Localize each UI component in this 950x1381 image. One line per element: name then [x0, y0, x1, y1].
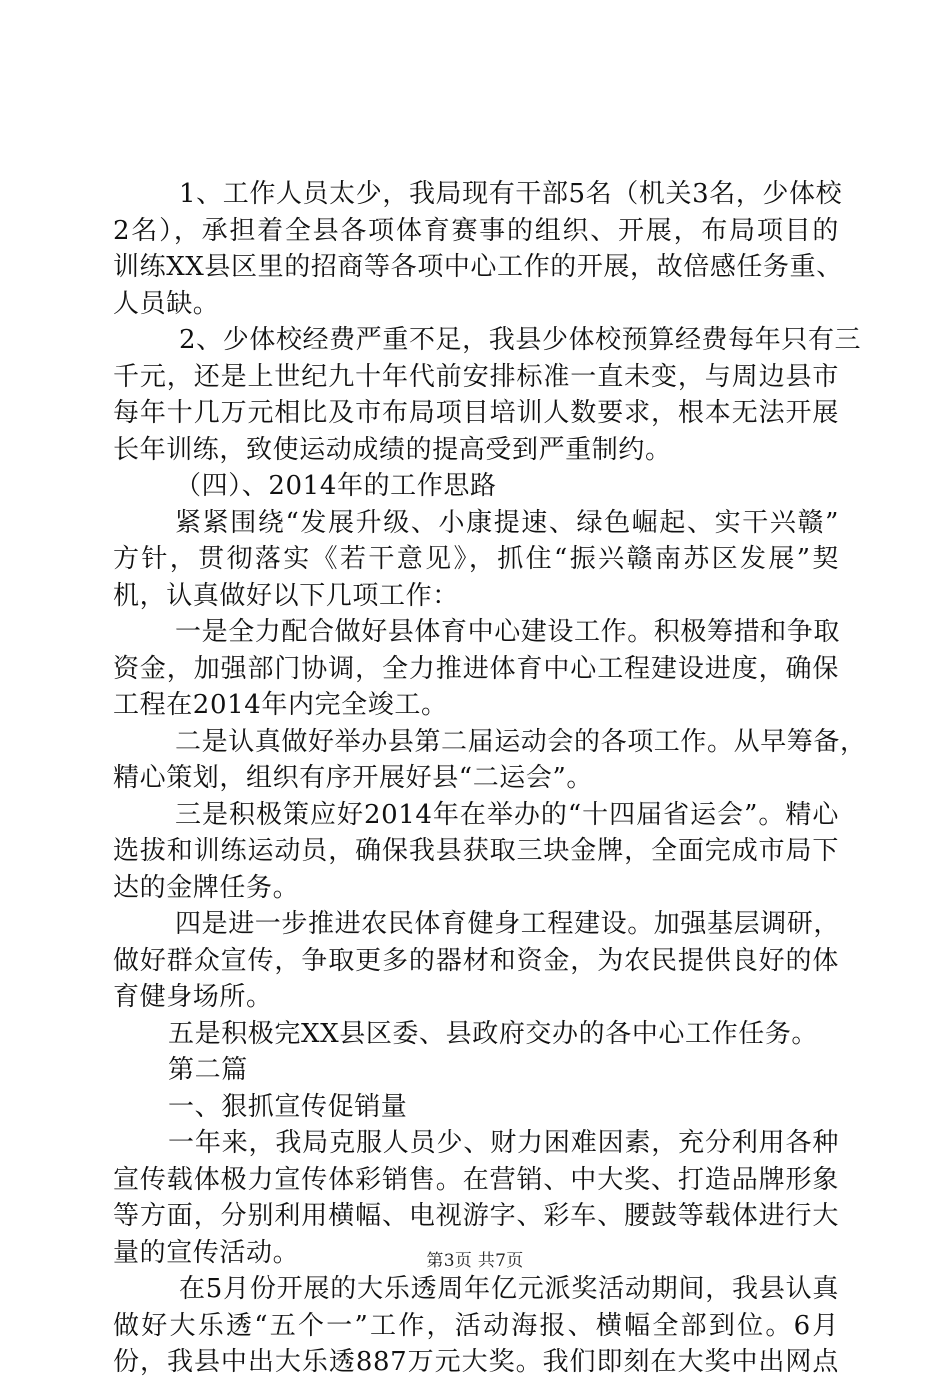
paragraph-line: 机，认真做好以下几项工作：	[113, 580, 459, 611]
page-number-footer: 第3页 共7页	[426, 1251, 524, 1271]
paragraph-line: 量的宣传活动。	[113, 1237, 300, 1268]
paragraph-line: 资金，加强部门协调，全力推进体育中心工程建设进度，确保	[113, 653, 839, 684]
paragraph-line: 千元，还是上世纪九十年代前安排标准一直未变，与周边县市	[113, 361, 839, 392]
paragraph-line: 宣传载体极力宣传体彩销售。在营销、中大奖、打造品牌形象	[113, 1164, 839, 1195]
paragraph-line: 份，我县中出大乐透887万元大奖。我们即刻在大奖中出网点	[113, 1347, 839, 1377]
paragraph-line: 等方面，分别利用横幅、电视游字、彩车、腰鼓等载体进行大	[113, 1201, 839, 1231]
paragraph-line: 方针，贯彻落实《若干意见》，抓住“振兴赣南苏区发展”契	[113, 544, 839, 574]
paragraph-line: 做好大乐透“五个一”工作，活动海报、横幅全部到位。6月	[113, 1310, 839, 1341]
paragraph-line: 人员缺。	[113, 288, 220, 319]
section-heading: 一、狠抓宣传促销量	[168, 1091, 408, 1122]
paragraph-line: 选拔和训练运动员，确保我县获取三块金牌，全面完成市局下	[113, 836, 839, 866]
paragraph-line: 1、工作人员太少，我局现有干部5名（机关3名，少体校	[179, 179, 843, 209]
paragraph-line: 紧紧围绕“发展升级、小康提速、绿色崛起、实干兴赣”	[175, 507, 839, 538]
paragraph-line: 五是积极完XX县区委、县政府交办的各中心工作任务。	[168, 1018, 819, 1049]
section-heading: （四）、2014年的工作思路	[175, 471, 497, 501]
body-text	[113, 176, 867, 1381]
paragraph-line: 一年来，我局克服人员少、财力困难因素，充分利用各种	[168, 1128, 839, 1158]
paragraph-line: 长年训练，致使运动成绩的提高受到严重制约。	[113, 434, 672, 465]
paragraph-line: 一是全力配合做好县体育中心建设工作。积极筹措和争取	[175, 617, 841, 647]
paragraph-line: 育健身场所。	[113, 982, 273, 1012]
paragraph-line: 二是认真做好举办县第二届运动会的各项工作。从早筹备，	[175, 726, 867, 757]
paragraph-line: 在5月份开展的大乐透周年亿元派奖活动期间，我县认真	[179, 1274, 839, 1304]
paragraph-line: 三是积极策应好2014年在举办的“十四届省运会”。精心	[175, 799, 839, 830]
paragraph-line: 2名），承担着全县各项体育赛事的组织、开展，布局项目的	[113, 215, 839, 246]
section-heading: 第二篇	[168, 1055, 248, 1085]
paragraph-line: 四是进一步推进农民体育健身工程建设。加强基层调研，	[175, 909, 841, 939]
paragraph-line: 达的金牌任务。	[113, 872, 300, 903]
paragraph-line: 每年十几万元相比及市布局项目培训人数要求，根本无法开展	[113, 398, 839, 428]
paragraph-line: 做好群众宣传，争取更多的器材和资金，为农民提供良好的体	[113, 945, 839, 976]
paragraph-line: 精心策划，组织有序开展好县“二运会”。	[113, 763, 593, 793]
paragraph-line: 训练XX县区里的招商等各项中心工作的开展，故倍感任务重、	[113, 252, 843, 282]
paragraph-line: 工程在2014年内完全竣工。	[113, 690, 448, 720]
paragraph-line: 2、少体校经费严重不足，我县少体校预算经费每年只有三	[179, 325, 862, 355]
